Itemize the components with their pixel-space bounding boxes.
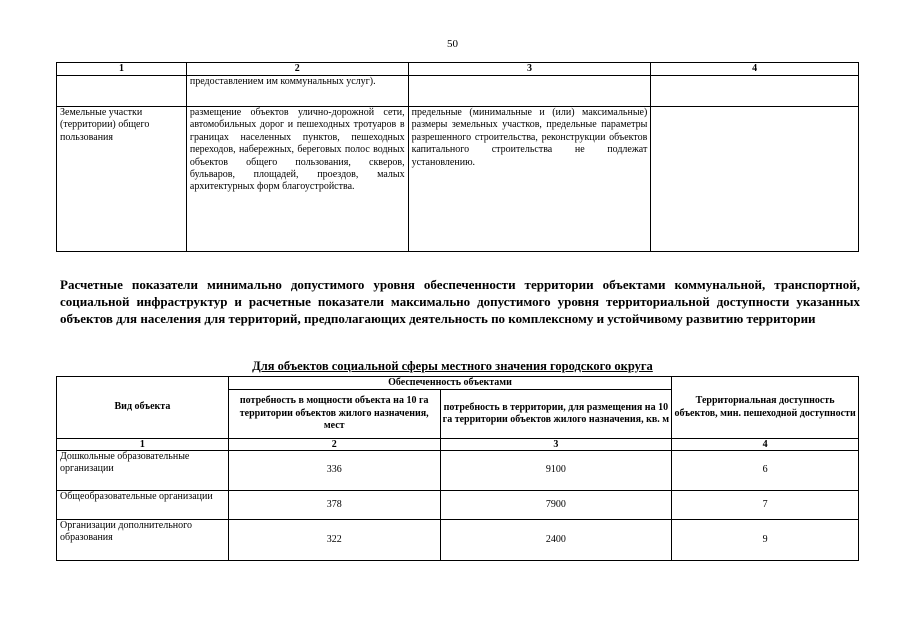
table-row	[57, 107, 859, 252]
capacity-value: 336	[228, 451, 440, 491]
table-header-row	[57, 377, 859, 390]
table-index-row	[57, 439, 859, 451]
table-cell	[651, 107, 859, 252]
section-heading: Расчетные показатели минимально допустимого уровня обеспеченности территории объектами коммунальной, транспортной, социальной инфраструктур и расчетные показатели максимально допустимого уровня территориальной доступности указанных объектов для населения для территорий, предполагающих деятельность по комплексному и устойчивому развитию территории	[60, 277, 860, 326]
table-header-row	[57, 63, 859, 76]
column-index: 3	[440, 439, 672, 451]
social-facilities-table	[56, 376, 859, 561]
column-index: 4	[672, 439, 859, 451]
land-use-table	[56, 62, 859, 252]
access-value: 6	[672, 451, 859, 491]
area-value: 9100	[440, 451, 672, 491]
page-number: 50	[447, 38, 458, 50]
column-header-group: Обеспеченность объектами	[228, 377, 671, 390]
column-header: 1	[57, 63, 187, 76]
table-cell	[408, 76, 651, 107]
table-cell: предельные (минимальные и (или) максимальные) размеры земельных участков, предельные параметры разрешенного строительства, реконструкции объектов капитального строительства не подлежат установлению.	[408, 107, 651, 252]
access-value: 7	[672, 491, 859, 520]
column-header-object: Вид объекта	[57, 377, 229, 439]
column-header: 2	[186, 63, 408, 76]
column-index: 2	[228, 439, 440, 451]
area-value: 7900	[440, 491, 672, 520]
table-cell: размещение объектов улично-дорожной сети, автомобильных дорог и пешеходных тротуаров в границах населенных пунктов, пешеходных переходов, набережных, береговых полос водных объектов общего пользования, скверов, бульваров, площадей, проездов, малых архитектурных форм благоустройства.	[186, 107, 408, 252]
column-header: 3	[408, 63, 651, 76]
table-row	[57, 451, 859, 491]
column-header: 4	[651, 63, 859, 76]
object-name: Общеобразовательные организации	[57, 491, 229, 520]
table-cell: предоставлением им коммунальных услуг).	[186, 76, 408, 107]
object-name: Дошкольные образовательные организации	[57, 451, 229, 491]
column-header-area: потребность в территории, для размещения на 10 га территории объектов жилого назначения, кв. м	[440, 390, 672, 439]
column-header-access: Территориальная доступность объектов, мин. пешеходной доступности	[672, 377, 859, 439]
area-value: 2400	[440, 520, 672, 561]
object-name: Организации дополнительного образования	[57, 520, 229, 561]
table-cell	[57, 76, 187, 107]
capacity-value: 378	[228, 491, 440, 520]
table-row	[57, 76, 859, 107]
access-value: 9	[672, 520, 859, 561]
table-caption: Для объектов социальной сферы местного значения городского округа	[252, 359, 653, 373]
table-row	[57, 520, 859, 561]
table-cell	[651, 76, 859, 107]
column-header-capacity: потребность в мощности объекта на 10 га территории объектов жилого назначения, мест	[228, 390, 440, 439]
table-row	[57, 491, 859, 520]
column-index: 1	[57, 439, 229, 451]
capacity-value: 322	[228, 520, 440, 561]
table-cell: Земельные участки (территории) общего пользования	[57, 107, 187, 252]
